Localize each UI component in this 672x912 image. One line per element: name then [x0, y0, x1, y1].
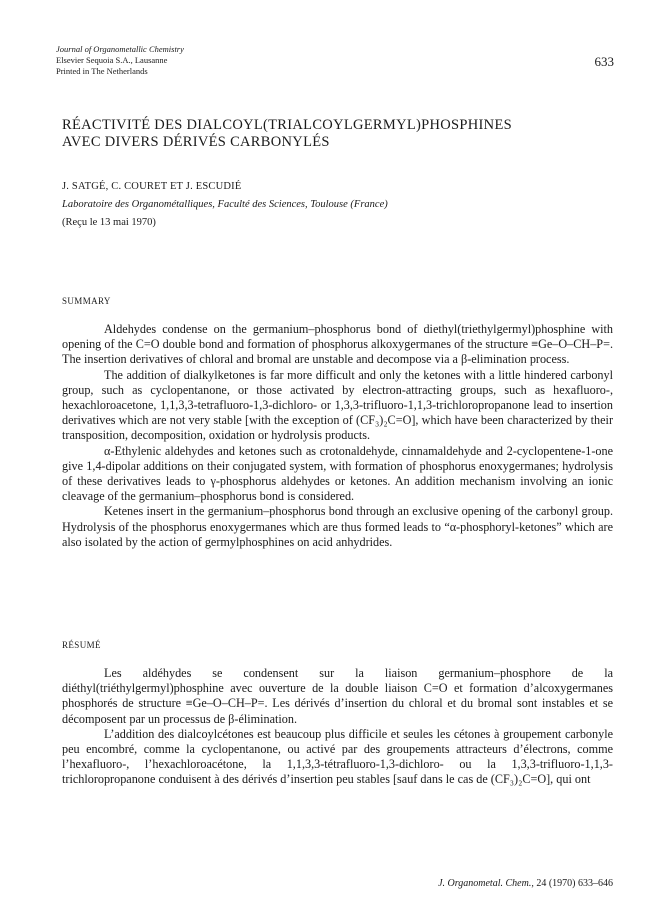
journal-citation — [438, 878, 613, 889]
summary-paragraph: Ketenes insert in the germanium–phosphorus bond through an exclusive opening of the carbonyl group. Hydrolysis of the phosphorus enoxygermanes which are thus formed leads to “α-phosphoryl-ketones” which are also isolated by the action of germylphosphines on acid anhydrides. — [62, 504, 613, 549]
summary-paragraph: α-Ethylenic aldehydes and ketones such as crotonaldehyde, cinnamaldehyde and 2-cyclopentene-1-one give 1,4-dipolar additions on their conjugated system, with formation of phosphorus enoxygermanes; hydrolysis of these derivatives leads to γ-phosphorus aldehydes or ketones. An addition mechanism involving an ionic cleavage of the germanium–phosphorus bond is considered. — [62, 443, 613, 504]
summary-body — [62, 322, 613, 550]
publisher-line: Elsevier Sequoia S.A., Lausanne — [56, 55, 168, 65]
resume-paragraph: Les aldéhydes se condensent sur la liaison germanium–phosphore de la diéthyl(triéthylgermyl)phosphine avec ouverture de la double liaison C=O et formation d’alcoxygermanes phosphorés de structure ≡Ge–O–CH–P=. Les dérivés d’insertion du chloral et du bromal sont instables et se décomposent par un processus de β-élimination. — [62, 666, 613, 726]
article-title — [62, 117, 622, 151]
title-line-1: RÉACTIVITÉ DES DIALCOYL(TRIALCOYLGERMYL)PHOSPHINES — [62, 117, 512, 133]
resume-body — [62, 666, 613, 788]
summary-paragraph: The addition of dialkylketones is far more difficult and only the ketones with a little hindered carbonyl group, such as cyclopentanone, or those activated by electron-attracting groups, such as hexafluoro-, hexachloroacetone, 1,1,3,3-tetrafluoro-1,3-dichloro- or 1,3,3-trifluoro-1,1,3-trichloropropanone lead to insertion derivatives which are not very stable [with the exception of (CF₃)₂C=O], which have been characterized by their transposition, decomposition, oxidation or hydrolysis products. — [62, 367, 613, 443]
footer-journal: J. Organometal. Chem., — [438, 878, 537, 889]
page-number: 633 — [594, 54, 614, 69]
authors: J. SATGÉ, C. COURET ET J. ESCUDIÉ — [62, 181, 242, 192]
affiliation: Laboratoire des Organométalliques, Faculté des Sciences, Toulouse (France) — [62, 199, 388, 210]
summary-paragraph: Aldehydes condense on the germanium–phosphorus bond of diethyl(triethylgermyl)phosphine with opening of the C=O double bond and formation of phosphorus alkoxygermanes of the structure ≡Ge–O–CH–P=. The insertion derivatives of chloral and bromal are unstable and decompose via a β-elimination process. — [62, 322, 613, 367]
printed-line: Printed in The Netherlands — [56, 66, 148, 76]
resume-heading: RÉSUMÉ — [62, 640, 101, 650]
title-line-2: AVEC DIVERS DÉRIVÉS CARBONYLÉS — [62, 134, 330, 150]
journal-header — [56, 44, 616, 77]
resume-paragraph: L’addition des dialcoylcétones est beaucoup plus difficile et seules les cétones à groupement carbonyle peu encombré, comme la cyclopentanone, ou activé par des groupements attracteurs d’électrons, comme l’hexafluoro-, l’hexachloroacétone, la 1,1,3,3-tétrafluoro-1,3-dichloro- ou la 1,3,3-trifluoro-1,1,3-trichloropropanone conduisent à des dérivés d’insertion peu stables [sauf dans le cas de (CF₃)₂C=O], qui ont — [62, 726, 613, 787]
received-date: (Reçu le 13 mai 1970) — [62, 217, 156, 228]
footer-volume: 24 (1970) 633–646 — [536, 878, 613, 889]
journal-name: Journal of Organometallic Chemistry — [56, 44, 184, 54]
summary-heading: SUMMARY — [62, 296, 111, 306]
